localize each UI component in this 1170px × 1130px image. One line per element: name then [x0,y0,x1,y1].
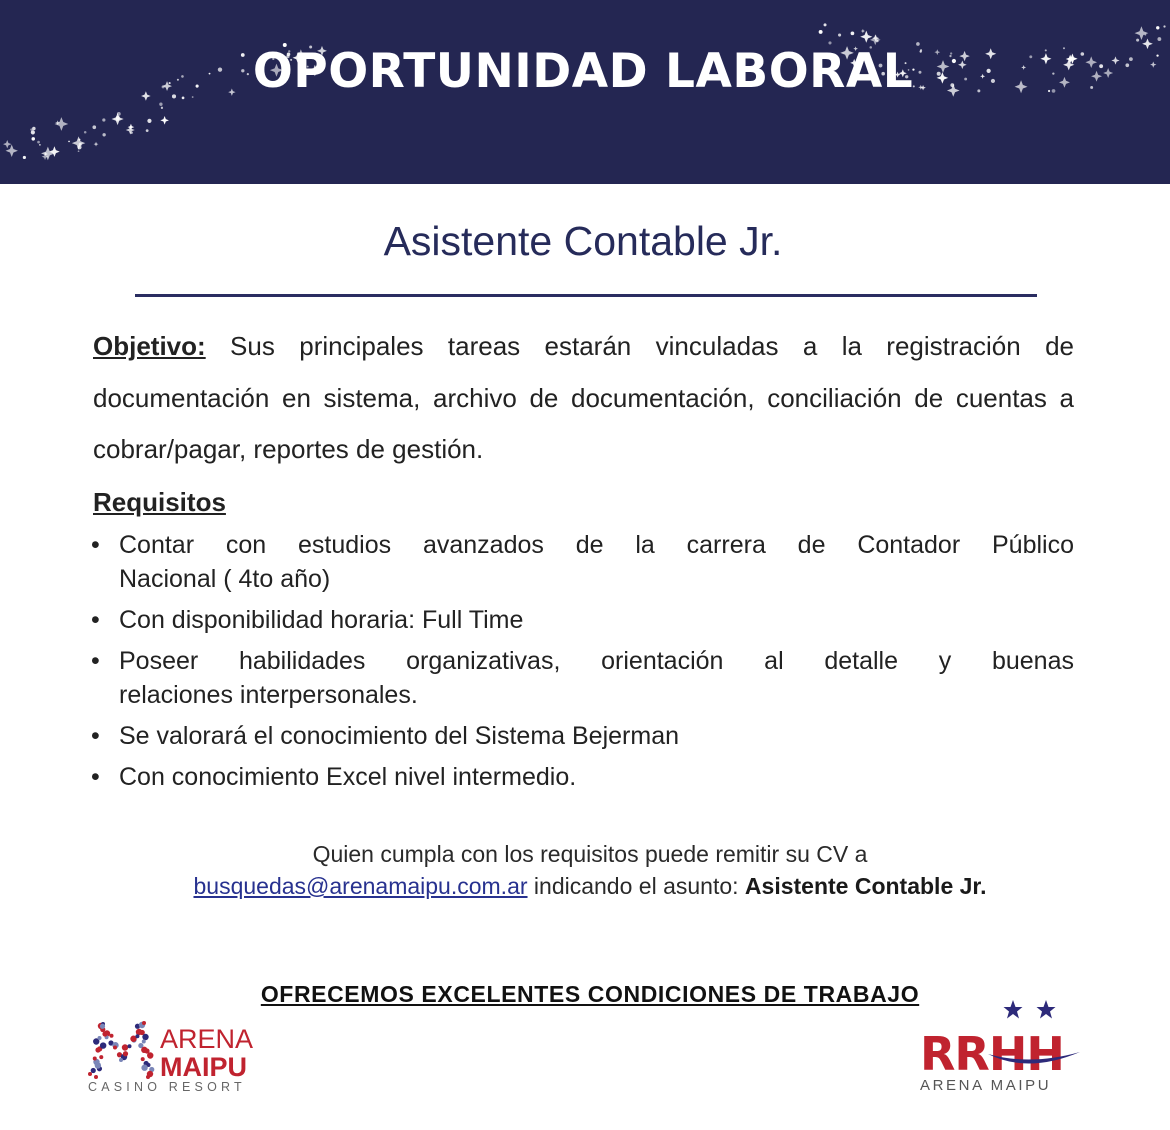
sparkle-dot [78,150,80,152]
logo-arena-text: ARENA [160,1024,254,1054]
sparkle-dot [31,130,35,134]
star-icon [1037,1000,1056,1019]
sparkle-dot [1163,25,1165,27]
sparkle-dot [1157,37,1161,41]
logo-dot [110,1034,114,1038]
bullet: • [91,606,100,634]
logo-dot [99,1055,103,1059]
logo-dot [142,1034,148,1040]
logo-dot [147,1052,153,1058]
sparkle-dot [838,33,841,36]
list-item [91,760,1074,794]
logo-dot [94,1075,98,1079]
star-icon [41,147,55,161]
list-item [91,719,1074,753]
star-icon [1135,26,1149,40]
logo-dot [141,1047,147,1053]
logo-dot [100,1024,105,1029]
sparkle-dot [32,137,35,140]
sparkle-dot [39,144,41,146]
requirements-list [91,528,1074,801]
logo-casino-resort-text: CASINO RESORT [88,1080,246,1094]
requirement-text-continued: relaciones interpersonales. [119,681,418,709]
sparkle-dot [68,141,70,143]
star-icon [55,117,69,131]
sparkle-dot [161,107,163,109]
requirement-text: Poseer habilidades organizativas, orientación al detalle y buenas [119,647,1074,675]
sparkle-dot [851,31,855,35]
sparkle-dot [159,103,162,106]
logo-dot [95,1062,101,1068]
sparkle-dot [92,125,96,129]
logo-dot [141,1065,147,1071]
rrhh-logo [918,996,1088,1096]
star-icon [160,116,169,125]
logo-dot [123,1051,128,1056]
requirement-text: Con disponibilidad horaria: Full Time [119,606,524,634]
star-icon [112,113,124,125]
star-icon [861,29,865,33]
list-item [91,644,1074,712]
email-link[interactable]: busquedas@arenamaipu.com.ar [193,873,528,899]
offer-banner-text: OFRECEMOS EXCELENTES CONDICIONES DE TRABAJO [260,981,920,1007]
sparkle-dot [819,30,823,34]
logo-m-mark [88,1021,154,1079]
banner-title: OPORTUNIDAD LABORAL [252,44,914,99]
requirement-text: Con conocimiento Excel nivel intermedio. [119,763,577,791]
objective-paragraph [93,321,1074,476]
bullet: • [91,647,100,675]
contact-subject: Asistente Contable Jr. [744,873,987,899]
logo-dot [119,1058,123,1062]
logo-dot [141,1057,145,1061]
logo-dot [102,1031,107,1036]
requirement-text: Contar con estudios avanzados de la carrera de Contador Público [119,531,1074,559]
logo-dot [122,1044,128,1050]
objective-label: Objetivo [93,331,198,361]
sparkle-dot [146,129,149,132]
sparkle-dot [23,156,26,159]
contact-middle-text: indicando el asunto: [527,873,745,899]
logo-dot [128,1044,132,1048]
sparkle-dot [102,133,105,136]
list-item [91,603,1074,637]
logo-dot [88,1072,92,1076]
requirement-text: Se valorará el conocimiento del Sistema Bejerman [119,722,679,750]
objective-text: Sus principales tareas estarán vinculadas a la registración de documentación en sistema, archivo de documentación, conciliación de cuentas a cobrar/pagar, reportes de gestión. [93,331,1074,464]
logo-dot [100,1042,106,1048]
sparkle-dot [84,131,87,134]
bullet: • [91,531,100,559]
requirement-text-continued: Nacional ( 4to año) [119,565,331,593]
bullet: • [91,763,100,791]
title-divider [135,294,1037,297]
contact-paragraph [0,838,1170,902]
sparkle-dot [147,119,151,123]
sparkle-dot [1156,26,1159,29]
header-banner [0,0,1170,184]
logo-dot [113,1046,117,1050]
logo-dot [98,1036,102,1040]
list-item [91,528,1074,596]
sparkle-dot [102,118,105,121]
logo-dot [142,1040,146,1044]
logo-dot [142,1021,146,1025]
logo-dot [91,1068,96,1073]
objective-separator: : [197,331,206,361]
sparkle-dot [37,141,40,144]
star-icon [94,142,99,147]
job-title: Asistente Contable Jr. [383,218,783,264]
star-icon [3,140,11,148]
sparkle-dot [824,23,827,26]
arena-maipu-logo [86,1018,266,1098]
star-icon [72,136,85,149]
logo-maipu-text: MAIPU [160,1052,247,1082]
logo-dot [136,1029,142,1035]
sparkle-dot [130,131,133,134]
logo-dot [93,1057,97,1061]
contact-line: Quien cumpla con los requisitos puede remitir su CV a [312,841,868,867]
logo-dot [146,1075,150,1079]
star-icon [860,31,872,43]
rrhh-mark: RRHH [920,1027,1064,1081]
bullet: • [91,722,100,750]
star-icon [49,146,60,157]
sparkle-dot [1136,39,1139,42]
logo-dot [135,1034,139,1038]
rrhh-caption: ARENA MAIPU [920,1077,1052,1094]
requirements-heading: Requisitos [93,487,226,517]
star-icon [1004,1000,1023,1019]
